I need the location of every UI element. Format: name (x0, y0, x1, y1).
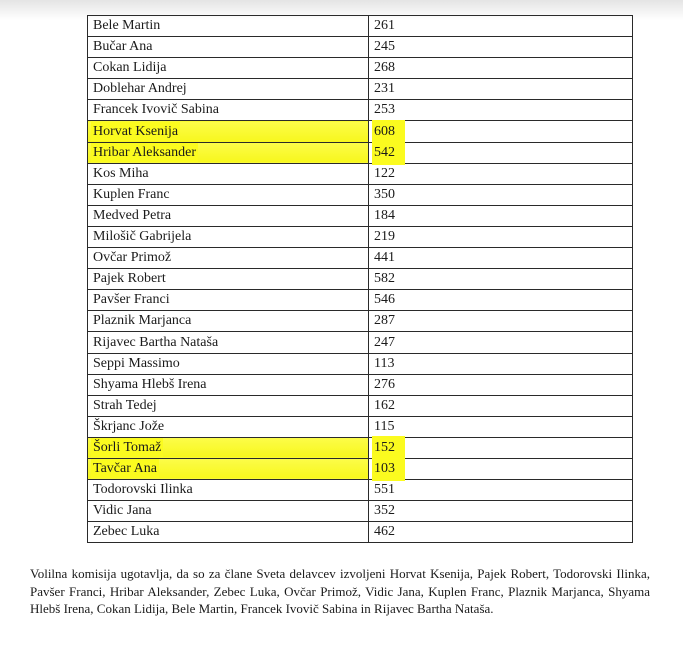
candidate-votes-text: 462 (374, 524, 395, 540)
candidate-row (88, 458, 633, 479)
candidate-name-text: Medved Petra (93, 207, 172, 223)
candidate-name (88, 37, 369, 58)
candidate-votes (369, 480, 633, 501)
candidate-name (88, 353, 369, 374)
candidate-name (88, 205, 369, 226)
candidate-votes (369, 37, 633, 58)
candidate-name-text: Ovčar Primož (93, 250, 172, 266)
candidate-votes-text: 113 (374, 355, 395, 371)
candidate-votes-text: 253 (374, 102, 395, 118)
candidate-votes (369, 163, 633, 184)
candidate-votes (369, 522, 633, 543)
candidate-votes (369, 121, 633, 142)
candidate-row (88, 353, 633, 374)
candidate-row (88, 437, 633, 458)
results-body (88, 16, 633, 543)
candidate-votes (369, 16, 633, 37)
candidate-name (88, 416, 369, 437)
candidate-votes (369, 100, 633, 121)
candidate-row (88, 395, 633, 416)
candidate-row (88, 332, 633, 353)
candidate-name (88, 480, 369, 501)
candidate-votes-text: 441 (374, 250, 395, 266)
candidate-name-text: Bele Martin (93, 18, 161, 34)
candidate-name (88, 332, 369, 353)
candidate-votes-text: 276 (374, 376, 395, 392)
candidate-row (88, 290, 633, 311)
candidate-name (88, 458, 369, 479)
candidate-votes (369, 290, 633, 311)
candidate-name-text: Shyama Hlebš Irena (93, 376, 207, 392)
candidate-row (88, 501, 633, 522)
candidate-name-text: Rijavec Bartha Nataša (93, 334, 219, 350)
candidate-name-text: Pavšer Franci (93, 292, 170, 308)
candidate-votes (369, 269, 633, 290)
candidate-name (88, 395, 369, 416)
candidate-votes (369, 205, 633, 226)
election-results-table (87, 15, 633, 543)
candidate-row (88, 205, 633, 226)
candidate-name (88, 184, 369, 205)
candidate-votes-text: 184 (374, 207, 395, 223)
candidate-name (88, 248, 369, 269)
candidate-votes-text: 582 (374, 271, 395, 287)
candidate-name (88, 163, 369, 184)
candidate-row (88, 374, 633, 395)
candidate-votes-text: 287 (374, 313, 395, 329)
candidate-votes (369, 142, 633, 163)
candidate-votes-text: 162 (374, 397, 395, 413)
candidate-name (88, 100, 369, 121)
candidate-votes (369, 79, 633, 100)
candidate-votes (369, 374, 633, 395)
candidate-votes (369, 501, 633, 522)
candidate-name (88, 121, 369, 142)
candidate-votes-text: 350 (374, 186, 395, 202)
candidate-row (88, 248, 633, 269)
candidate-name (88, 501, 369, 522)
candidate-votes (369, 458, 633, 479)
candidate-name (88, 226, 369, 247)
candidate-name-text: Plaznik Marjanca (93, 313, 192, 329)
candidate-row (88, 522, 633, 543)
candidate-name-text: Šorli Tomaž (93, 439, 162, 455)
candidate-name (88, 437, 369, 458)
candidate-votes (369, 311, 633, 332)
candidate-row (88, 79, 633, 100)
candidate-votes-text: 152 (374, 438, 403, 458)
candidate-votes (369, 437, 633, 458)
candidate-name (88, 290, 369, 311)
candidate-name (88, 374, 369, 395)
candidate-name (88, 79, 369, 100)
candidate-name-text: Bučar Ana (93, 39, 153, 55)
candidate-name (88, 311, 369, 332)
candidate-votes (369, 353, 633, 374)
candidate-name-text: Zebec Luka (93, 524, 160, 540)
candidate-votes-text: 546 (374, 292, 395, 308)
candidate-name-text: Strah Tedej (93, 397, 157, 413)
candidate-name (88, 16, 369, 37)
candidate-row (88, 226, 633, 247)
candidate-votes (369, 416, 633, 437)
candidate-row (88, 480, 633, 501)
candidate-row (88, 142, 633, 163)
candidate-row (88, 16, 633, 37)
candidate-votes (369, 184, 633, 205)
candidate-votes-text: 103 (374, 459, 403, 479)
candidate-votes-text: 352 (374, 503, 395, 519)
candidate-name (88, 522, 369, 543)
candidate-name-text: Vidic Jana (93, 503, 152, 519)
candidate-votes (369, 395, 633, 416)
candidate-name-text: Doblehar Andrej (93, 81, 187, 97)
candidate-name-text: Horvat Ksenija (93, 123, 179, 139)
candidate-name-text: Pajek Robert (93, 271, 166, 287)
candidate-votes-text: 231 (374, 81, 395, 97)
candidate-row (88, 311, 633, 332)
candidate-name (88, 269, 369, 290)
candidate-name-text: Kuplen Franc (93, 186, 170, 202)
candidate-votes (369, 58, 633, 79)
candidate-row (88, 100, 633, 121)
candidate-row (88, 184, 633, 205)
candidate-name (88, 58, 369, 79)
candidate-votes-text: 115 (374, 418, 395, 434)
candidate-row (88, 121, 633, 142)
candidate-votes-text: 219 (374, 229, 395, 245)
candidate-name-text: Tavčar Ana (93, 461, 157, 477)
candidate-name (88, 142, 369, 163)
commission-conclusion: Volilna komisija ugotavlja, da so za člane Sveta delavcev izvoljeni Horvat Ksenija, Pajek Robert, Todorovski Ilinka, Pavšer Franci, Hribar Aleksander, Zebec Luka, Ovčar Primož, Vidic Jana, Kuplen Franc, Plaznik Marjanca, Shyama Hlebš Irena, Cokan Lidija, Bele Martin, Francek Ivovič Sabina in Rijavec Bartha Nataša. (30, 566, 650, 616)
candidate-name-text: Cokan Lidija (93, 60, 167, 76)
candidate-name-text: Kos Miha (93, 165, 149, 181)
candidate-votes (369, 332, 633, 353)
candidate-row (88, 269, 633, 290)
candidate-name-text: Hribar Aleksander (93, 144, 197, 160)
candidate-name-text: Francek Ivovič Sabina (93, 102, 219, 118)
candidate-name-text: Milošič Gabrijela (93, 229, 192, 245)
candidate-name-text: Seppi Massimo (93, 355, 180, 371)
candidate-votes-text: 261 (374, 18, 395, 34)
candidate-votes-text: 245 (374, 39, 395, 55)
candidate-row (88, 416, 633, 437)
candidate-row (88, 58, 633, 79)
candidate-votes-text: 551 (374, 482, 395, 498)
candidate-votes-text: 542 (374, 143, 403, 163)
candidate-row (88, 163, 633, 184)
candidate-votes (369, 248, 633, 269)
candidate-name-text: Todorovski Ilinka (93, 482, 193, 498)
candidate-votes-text: 268 (374, 60, 395, 76)
candidate-row (88, 37, 633, 58)
candidate-votes-text: 247 (374, 334, 395, 350)
candidate-votes (369, 226, 633, 247)
candidate-votes-text: 122 (374, 165, 395, 181)
candidate-name-text: Škrjanc Jože (93, 418, 165, 434)
candidate-votes-text: 608 (374, 122, 403, 142)
